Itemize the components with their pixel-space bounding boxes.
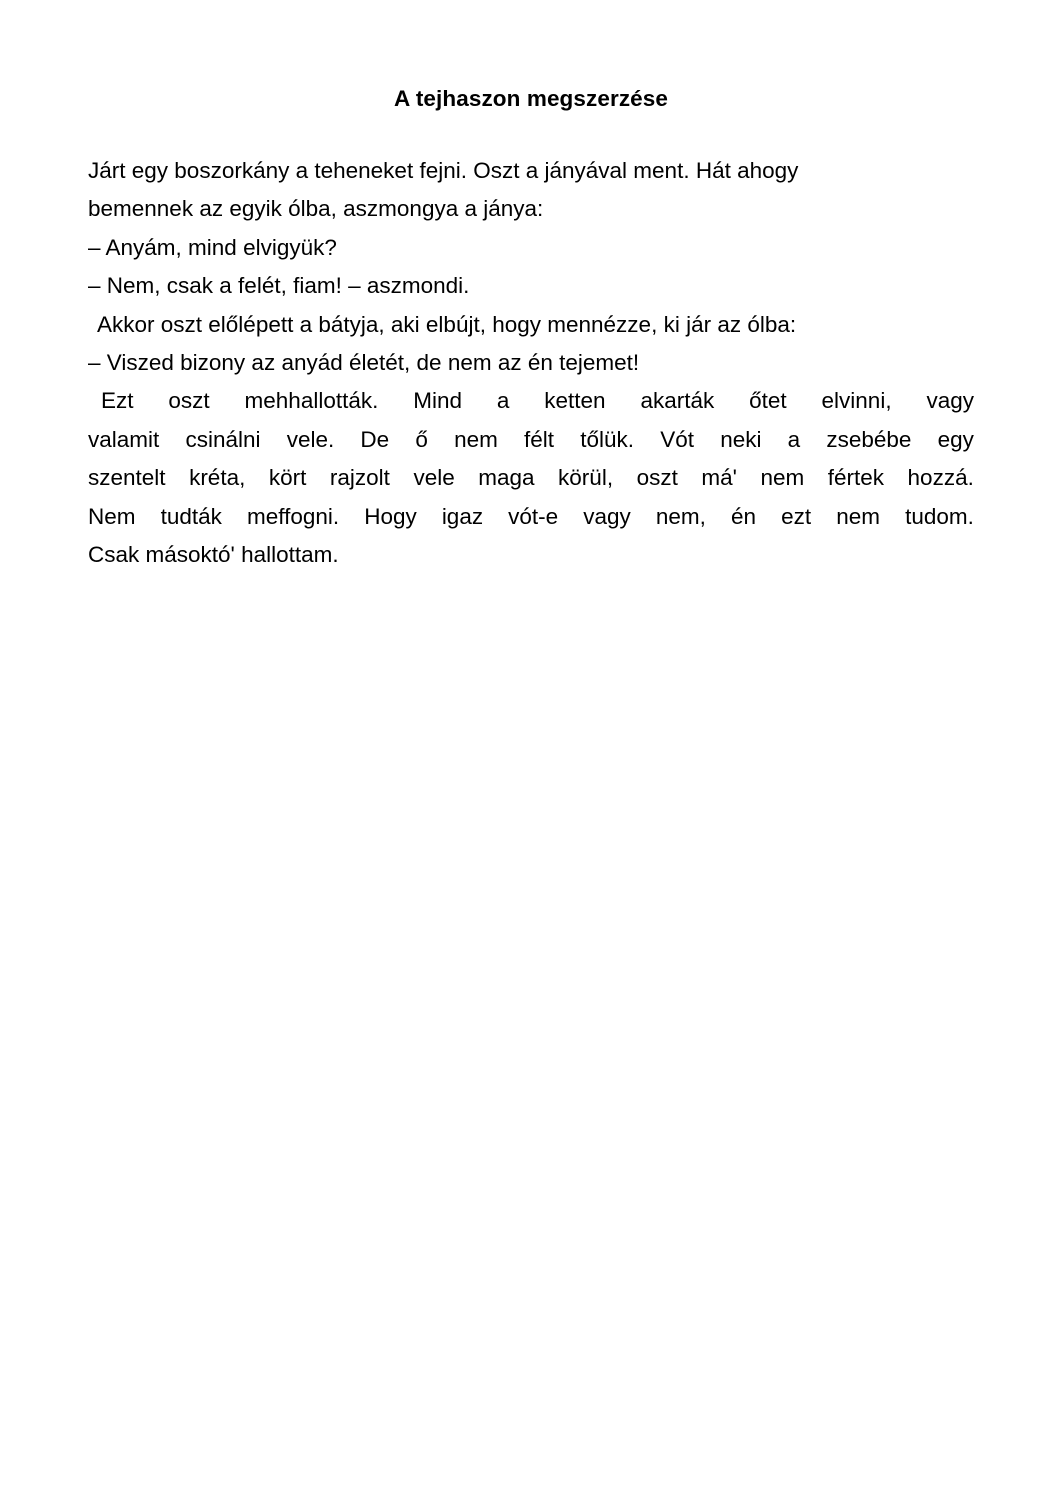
text-word: ketten [544,388,606,414]
text-word: vagy [926,388,974,414]
text-word: valamit [88,426,160,452]
text-word: elvinni, [821,388,892,414]
text-word: vagy [583,503,631,529]
document-content [88,84,974,574]
text-word: rajzolt [329,465,390,491]
text-line-9 [88,459,974,497]
text-word: oszt [636,465,678,491]
text-line-11: Csak másoktó' hallottam. [88,542,339,568]
text-word: ezt [781,503,812,529]
text-word: nem [454,426,498,452]
text-word: nem, [655,503,706,529]
text-line-7 [88,382,974,420]
text-line-1: Járt egy boszorkány a teheneket fejni. Oszt a jányával ment. Hát ahogy [88,158,799,183]
text-word: ő [415,426,428,452]
text-word: félt [524,426,555,452]
text-line-8 [88,421,974,459]
text-word: kört [268,465,307,491]
text-word: csinálni [185,426,261,452]
text-line-5: Akkor oszt előlépett a bátyja, aki elbújt, hogy mennézze, ki jár az ólba: [97,311,797,337]
text-word: tudom. [905,503,974,529]
text-word: vele. [286,426,335,452]
text-word: tudták [160,503,222,529]
text-word: vót-e [508,503,559,529]
text-line-6-dialogue: – Viszed bizony az anyád életét, de nem az én tejemet! [88,350,640,376]
text-word: oszt [168,388,210,414]
text-word: má' [701,465,737,491]
text-line-3-dialogue: – Anyám, mind elvigyük? [88,234,337,260]
text-word: én [731,503,757,529]
text-word: meffogni. [246,503,340,529]
text-word: a [787,426,801,452]
text-word: hozzá. [907,465,974,491]
text-word: Nem [88,503,136,529]
text-word: Mind [413,388,463,414]
text-word: igaz [441,503,484,529]
text-word: neki [720,426,762,452]
text-word: Ezt [101,388,134,414]
text-line-4-dialogue: – Nem, csak a felét, fiam! – aszmondi. [88,273,470,299]
text-word: De [360,426,390,452]
text-word: maga [478,465,535,491]
text-word: zsebébe [826,426,912,452]
text-word: tőlük. [580,426,635,452]
text-line-10 [88,498,974,536]
text-word: őtet [749,388,787,414]
text-word: nem [760,465,805,491]
text-word: vele [413,465,455,491]
text-line-2: bemennek az egyik ólba, aszmongya a jánya: [88,196,544,222]
text-word: mehhallották. [244,388,379,414]
page-title: A tejhaszon megszerzése [393,86,669,111]
text-word: egy [937,426,974,452]
text-word: nem [836,503,880,529]
text-word: szentelt [88,465,166,491]
text-word: akarták [640,388,715,414]
text-word: Vót [660,426,694,452]
text-word: kréta, [189,465,246,491]
text-word: Hogy [364,503,417,529]
text-word: fértek [827,465,885,491]
story-body [88,152,974,574]
text-word: a [496,388,510,414]
text-word: körül, [558,465,614,491]
